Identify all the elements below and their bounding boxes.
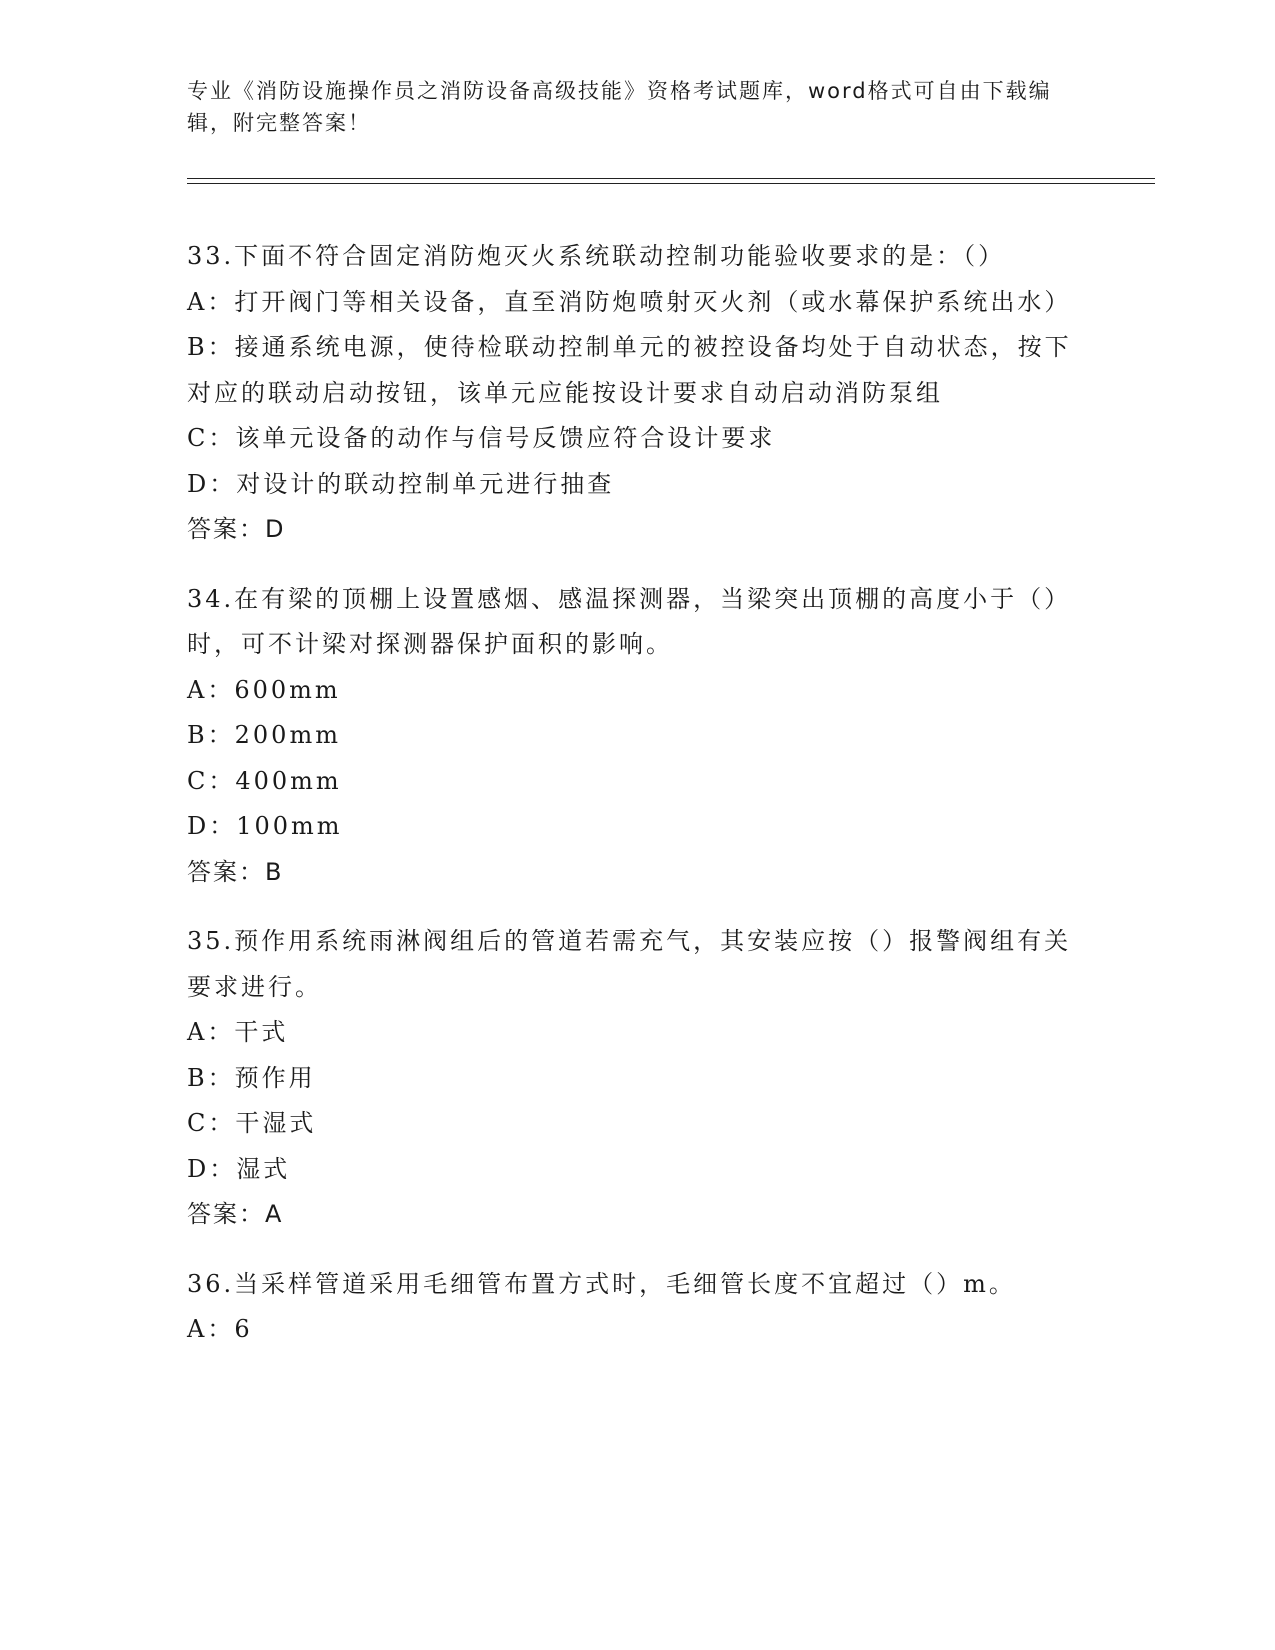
answer-line: 答案：D <box>187 515 286 543</box>
question-34 <box>187 577 1087 896</box>
option-b: B：预作用 <box>187 1063 316 1092</box>
question-stem: 33.下面不符合固定消防炮灭火系统联动控制功能验收要求的是：（） <box>187 242 1006 270</box>
answer-line: 答案：A <box>187 1200 284 1228</box>
question-36 <box>187 1262 1087 1353</box>
question-stem: 36.当采样管道采用毛细管布置方式时，毛细管长度不宜超过（）m。 <box>187 1269 1016 1298</box>
header-divider-bottom <box>187 183 1155 184</box>
document-header: 专业《消防设施操作员之消防设备高级技能》资格考试题库，word格式可自由下载编辑，附完整答案！ <box>187 79 1052 135</box>
option-a: A：600mm <box>187 675 341 704</box>
answer-line: 答案：B <box>187 857 284 886</box>
question-stem: 35.预作用系统雨淋阀组后的管道若需充气，其安装应按（）报警阀组有关要求进行。 <box>187 927 1072 1001</box>
question-list <box>187 234 1087 1377</box>
option-b: B：接通系统电源，使待检联动控制单元的被控设备均处于自动状态，按下对应的联动启动按钮，该单元应能按设计要求自动启动消防泵组 <box>187 333 1072 407</box>
option-c: C：干湿式 <box>187 1109 317 1137</box>
option-a: A：打开阀门等相关设备，直至消防炮喷射灭火剂（或水幕保护系统出水） <box>187 287 1072 316</box>
option-a: A：6 <box>187 1315 253 1343</box>
header-divider-top <box>187 178 1155 179</box>
option-c: C：该单元设备的动作与信号反馈应符合设计要求 <box>187 424 776 452</box>
option-d: D：100mm <box>187 812 343 840</box>
option-d: D：湿式 <box>187 1154 291 1183</box>
option-d: D：对设计的联动控制单元进行抽查 <box>187 469 615 498</box>
question-stem: 34.在有梁的顶棚上设置感烟、感温探测器，当梁突出顶棚的高度小于（）时，可不计梁对探测器保护面积的影响。 <box>187 584 1072 658</box>
option-a: A：干式 <box>187 1018 289 1046</box>
question-33 <box>187 234 1087 553</box>
option-b: B：200mm <box>187 721 341 749</box>
question-35 <box>187 919 1087 1238</box>
option-c: C：400mm <box>187 766 342 795</box>
